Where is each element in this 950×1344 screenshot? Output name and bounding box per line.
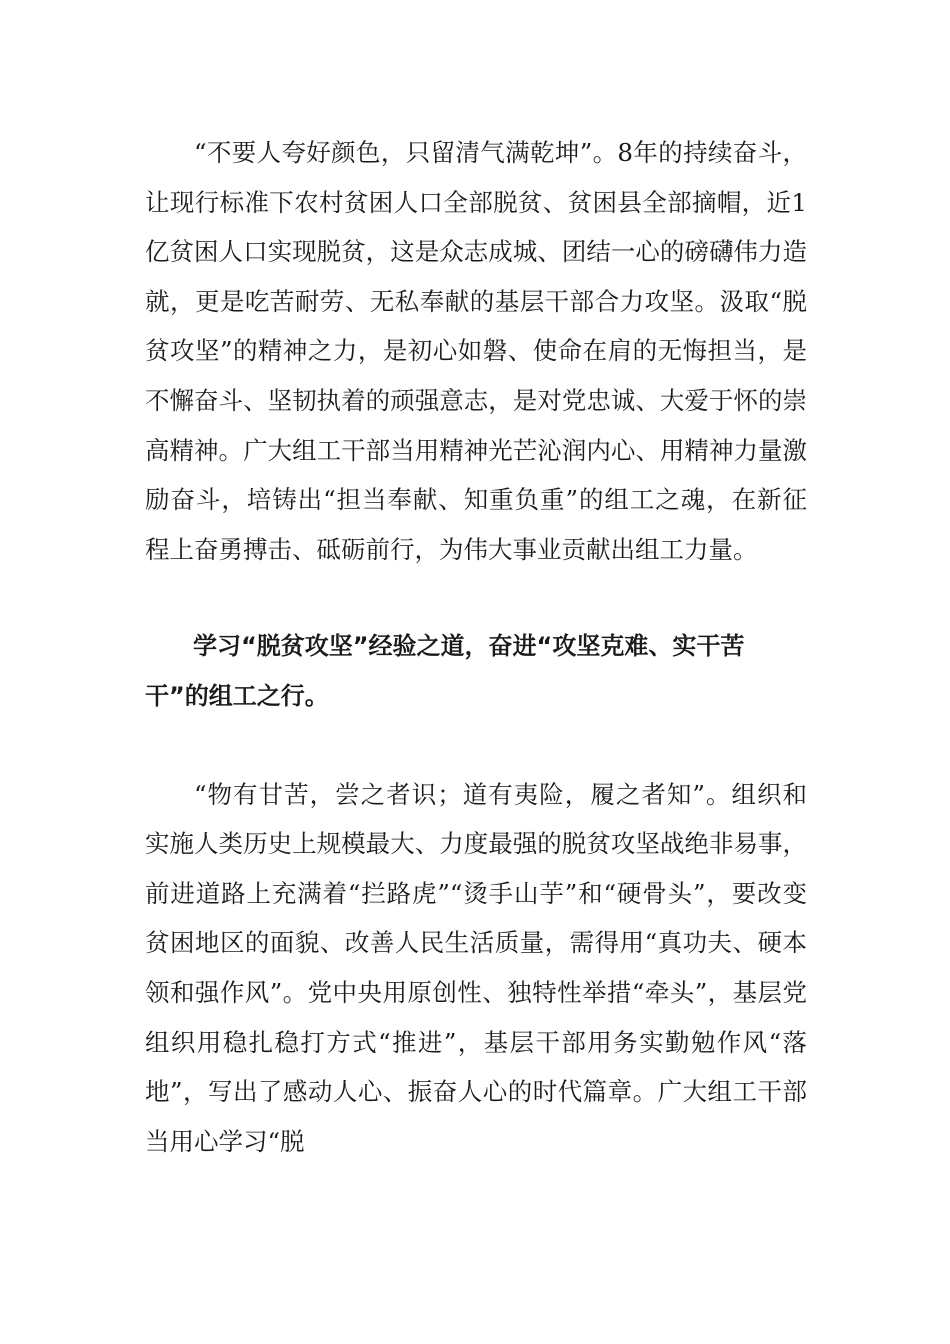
section-heading: 学习“脱贫攻坚”经验之道，奋进“攻坚克难、实干苦干”的组工之行。: [145, 632, 745, 710]
document-body: [145, 128, 807, 1166]
paragraph-spirit-of-poverty-alleviation: “不要人夸好颜色，只留清气满乾坤”。8年的持续奋斗，让现行标准下农村贫困人口全部脱贫、贫困县全部摘帽，近1亿贫困人口实现脱贫，这是众志成城、团结一心的磅礴伟力造就，更是吃苦耐劳、无私奉献的基层干部合力攻坚。汲取“脱贫攻坚”的精神之力，是初心如磐、使命在肩的无悔担当，是不懈奋斗、坚韧执着的顽强意志，是对党忠诚、大爱于怀的崇高精神。广大组工干部当用精神光芒沁润内心、用精神力量激励奋斗，培铸出“担当奉献、知重负重”的组工之魂，在新征程上奋勇搏击、砥砺前行，为伟大事业贡献出组工力量。: [145, 138, 807, 564]
paragraph-experience-of-poverty-alleviation: “物有甘苦，尝之者识；道有夷险，履之者知”。组织和实施人类历史上规模最大、力度最强的脱贫攻坚战绝非易事，前进道路上充满着“拦路虎”“烫手山芋”和“硬骨头”，要改变贫困地区的面貌、改善人民生活质量，需得用“真功夫、硬本领和强作风”。党中央用原创性、独特性举措“牵头”，基层党组织用稳扎稳打方式“推进”，基层干部用务实勤勉作风“落地”，写出了感动人心、振奋人心的时代篇章。广大组工干部当用心学习“脱: [145, 779, 807, 1156]
